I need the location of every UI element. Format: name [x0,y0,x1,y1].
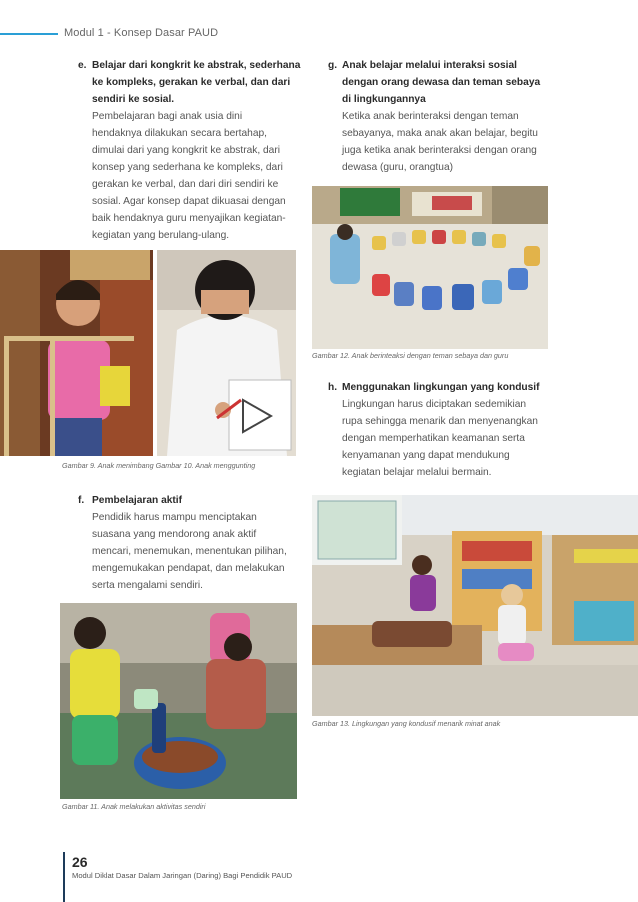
section-e-title-line: ke kompleks, gerakan ke verbal, dan dari [92,77,291,88]
page-number: 26 [72,854,88,870]
section-e-marker: e. [78,60,87,71]
body-line: hendaknya dilakukan secara bertahap, [92,128,268,139]
section-g-title-line: Anak belajar melalui interaksi sosial [342,60,517,71]
header-accent-line [0,33,58,35]
body-line: kegiatan belajar melalui bermain. [342,467,492,478]
photo-child-weighing [0,250,153,456]
body-line: dengan memperhatikan keamanan serta [342,433,525,444]
section-g-heading [328,57,560,108]
section-h-body [328,396,560,481]
section-f-marker: f. [78,495,85,506]
section-g-title-line: di lingkungannya [342,94,426,105]
section-f-body [78,509,310,594]
body-line: gerakan ke verbal, dan dari diri sendiri ke [92,179,279,190]
section-f-heading [78,492,310,509]
section-f [78,492,310,594]
section-h-marker: h. [328,382,338,393]
section-e-body [78,108,310,244]
section-e-title-line: Belajar dari kongkrit ke abstrak, sederhana [92,60,301,71]
body-line: Lingkungan harus diciptakan sedemikian [342,399,527,410]
section-h-heading [328,379,560,396]
body-line: serta mengalami sendiri. [92,580,203,591]
body-line: suasana yang mendorong anak aktif [92,529,257,540]
photo-classroom [312,495,638,716]
body-line: rupa sehingga menarik dan menyenangkan [342,416,538,427]
body-line: juga ketika anak berinteraksi dengan orang [342,145,537,156]
caption-fig13: Gambar 13. Lingkungan yang kondusif menarik minat anak [312,719,501,728]
body-line: sosial. Agar konsep dapat dikuasai dengan [92,196,286,207]
caption-fig12: Gambar 12. Anak berinteaksi dengan teman sebaya dan guru [312,351,509,360]
section-g-marker: g. [328,60,338,71]
footer-text: Modul Diklat Dasar Dalam Jaringan (Daring) Bagi Pendidik PAUD [72,871,293,880]
body-line: dimulai dari yang kongkrit ke abstrak, dari [92,145,280,156]
section-g-title-line: dengan orang dewasa dan teman sebaya [342,77,541,88]
photo-children-circle [312,186,548,349]
section-g-body [328,108,560,176]
body-line: mengemukakan pendapat, dan melakukan [92,563,285,574]
footer-bar [63,852,65,902]
section-h [328,379,560,481]
section-e-title-line: sendiri ke sosial. [92,94,175,105]
photo-child-cutting [157,250,296,456]
section-e [78,57,310,244]
body-line: Pembelajaran bagi anak usia dini [92,111,243,122]
body-line: kenyamanan yang dapat mendukung [342,450,510,461]
body-line: dewasa (guru, orangtua) [342,162,453,173]
body-line: Ketika anak berinteraksi dengan teman [342,111,519,122]
body-line: baik hendaknya guru menyajikan kegiatan- [92,213,286,224]
header-title: Modul 1 - Konsep Dasar PAUD [64,27,219,39]
photo-child-activity [60,603,297,799]
body-line: kegiatan yang berulang-ulang. [92,230,230,241]
body-line: konsep yang sederhana ke kompleks, dari [92,162,283,173]
section-f-title-line: Pembelajaran aktif [92,495,183,506]
caption-fig9-10: Gambar 9. Anak menimbang Gambar 10. Anak menggunting [62,461,256,470]
section-e-heading [78,57,310,108]
caption-fig11: Gambar 11. Anak melakukan aktivitas sendiri [62,802,206,811]
body-line: Pendidik harus mampu menciptakan [92,512,257,523]
section-h-title-line: Menggunakan lingkungan yang kondusif [342,382,540,393]
body-line: mencari, menemukan, menentukan pilihan, [92,546,287,557]
body-line: sebayanya, maka anak akan belajar, begitu [342,128,538,139]
section-g [328,57,560,176]
